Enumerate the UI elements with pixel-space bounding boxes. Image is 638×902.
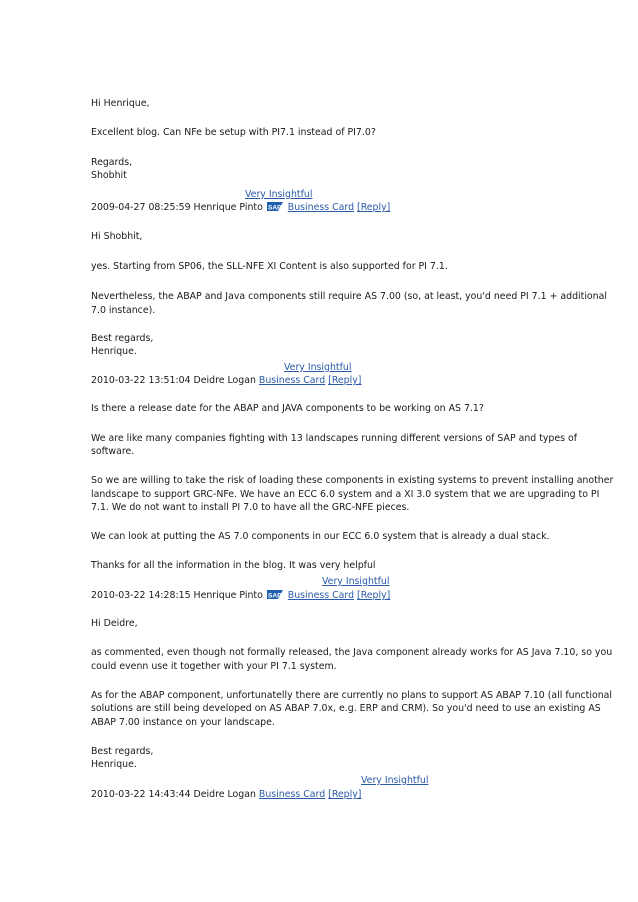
comment-text: as commented, even though not formally released, the Java component already works for AS Java 7.10, so you — [91, 647, 613, 658]
reply-link[interactable]: [Reply] — [328, 375, 362, 386]
comment-meta: 2010-03-22 13:51:04 Deidre Logan — [91, 375, 256, 386]
comment-meta: 2009-04-27 08:25:59 Henrique Pinto — [91, 202, 263, 213]
comment-header — [91, 590, 390, 602]
business-card-link[interactable]: Business Card — [287, 202, 355, 213]
reply-link[interactable]: [Reply] — [357, 590, 391, 601]
comment-text: So we are willing to take the risk of loading these components in existing systems to prevent installing another — [91, 475, 614, 486]
comment-meta: 2010-03-22 14:43:44 Deidre Logan — [91, 789, 256, 800]
reply-link[interactable]: [Reply] — [357, 202, 391, 213]
business-card-link[interactable]: Business Card — [258, 789, 326, 800]
comment-text: Hi Deidre, — [91, 618, 138, 629]
comment-text: Hi Shobhit, — [91, 231, 143, 242]
comment-header — [91, 202, 390, 214]
comment-text: We can look at putting the AS 7.0 components in our ECC 6.0 system that is already a dual stack. — [91, 531, 550, 542]
comment-text: Excellent blog. Can NFe be setup with PI7.1 instead of PI7.0? — [91, 127, 376, 138]
sap-logo-icon — [267, 202, 283, 211]
business-card-link[interactable]: Business Card — [258, 375, 326, 386]
comment-text: software. — [91, 446, 135, 457]
comment-text: Shobhit — [91, 170, 127, 181]
comment-text: landscape to support GRC-NFe. We have an ECC 6.0 system and a XI 3.0 system that we are upgrading to PI — [91, 489, 600, 500]
comment-text: 7.1. We do not want to install PI 7.0 to have all the GRC-NFE pieces. — [91, 502, 410, 513]
comment-header — [91, 789, 361, 801]
comment-text: Regards, — [91, 157, 133, 168]
comment-text: 7.0 instance). — [91, 305, 156, 316]
very-insightful-link[interactable]: Very Insightful — [284, 362, 352, 373]
comment-text: Nevertheless, the ABAP and Java components still require AS 7.00 (so, at least, you'd need PI 7.1 + additional — [91, 291, 607, 302]
comment-text: As for the ABAP component, unfortunatelly there are currently no plans to support AS ABAP 7.10 (all functional — [91, 690, 612, 701]
comment-text: Best regards, — [91, 746, 154, 757]
reply-link[interactable]: [Reply] — [328, 789, 362, 800]
comment-text: Best regards, — [91, 333, 154, 344]
comment-text: solutions are still being developed on AS ABAP 7.0x, e.g. ERP and CRM). So you'd need to use an existing AS — [91, 703, 601, 714]
sap-logo-icon — [267, 590, 283, 599]
very-insightful-link[interactable]: Very Insightful — [322, 576, 390, 587]
comment-text: Henrique. — [91, 346, 137, 357]
svg-text:SAP: SAP — [267, 592, 282, 599]
comment-text: Henrique. — [91, 759, 137, 770]
comment-meta: 2010-03-22 14:28:15 Henrique Pinto — [91, 590, 263, 601]
business-card-link[interactable]: Business Card — [287, 590, 355, 601]
comment-text: Hi Henrique, — [91, 98, 150, 109]
svg-text:SAP: SAP — [267, 204, 282, 211]
comment-text: We are like many companies fighting with 13 landscapes running different versions of SAP and types of — [91, 433, 578, 444]
comment-text: yes. Starting from SP06, the SLL-NFE XI Content is also supported for PI 7.1. — [91, 261, 448, 272]
comment-text: ABAP 7.00 instance on your landscape. — [91, 717, 275, 728]
comment-text: Thanks for all the information in the blog. It was very helpful — [91, 560, 376, 571]
very-insightful-link[interactable]: Very Insightful — [245, 189, 313, 200]
comment-text: could evenn use it together with your PI 7.1 system. — [91, 661, 337, 672]
comment-header — [91, 375, 361, 387]
very-insightful-link[interactable]: Very Insightful — [361, 775, 429, 786]
comment-text: Is there a release date for the ABAP and JAVA components to be working on AS 7.1? — [91, 403, 484, 414]
